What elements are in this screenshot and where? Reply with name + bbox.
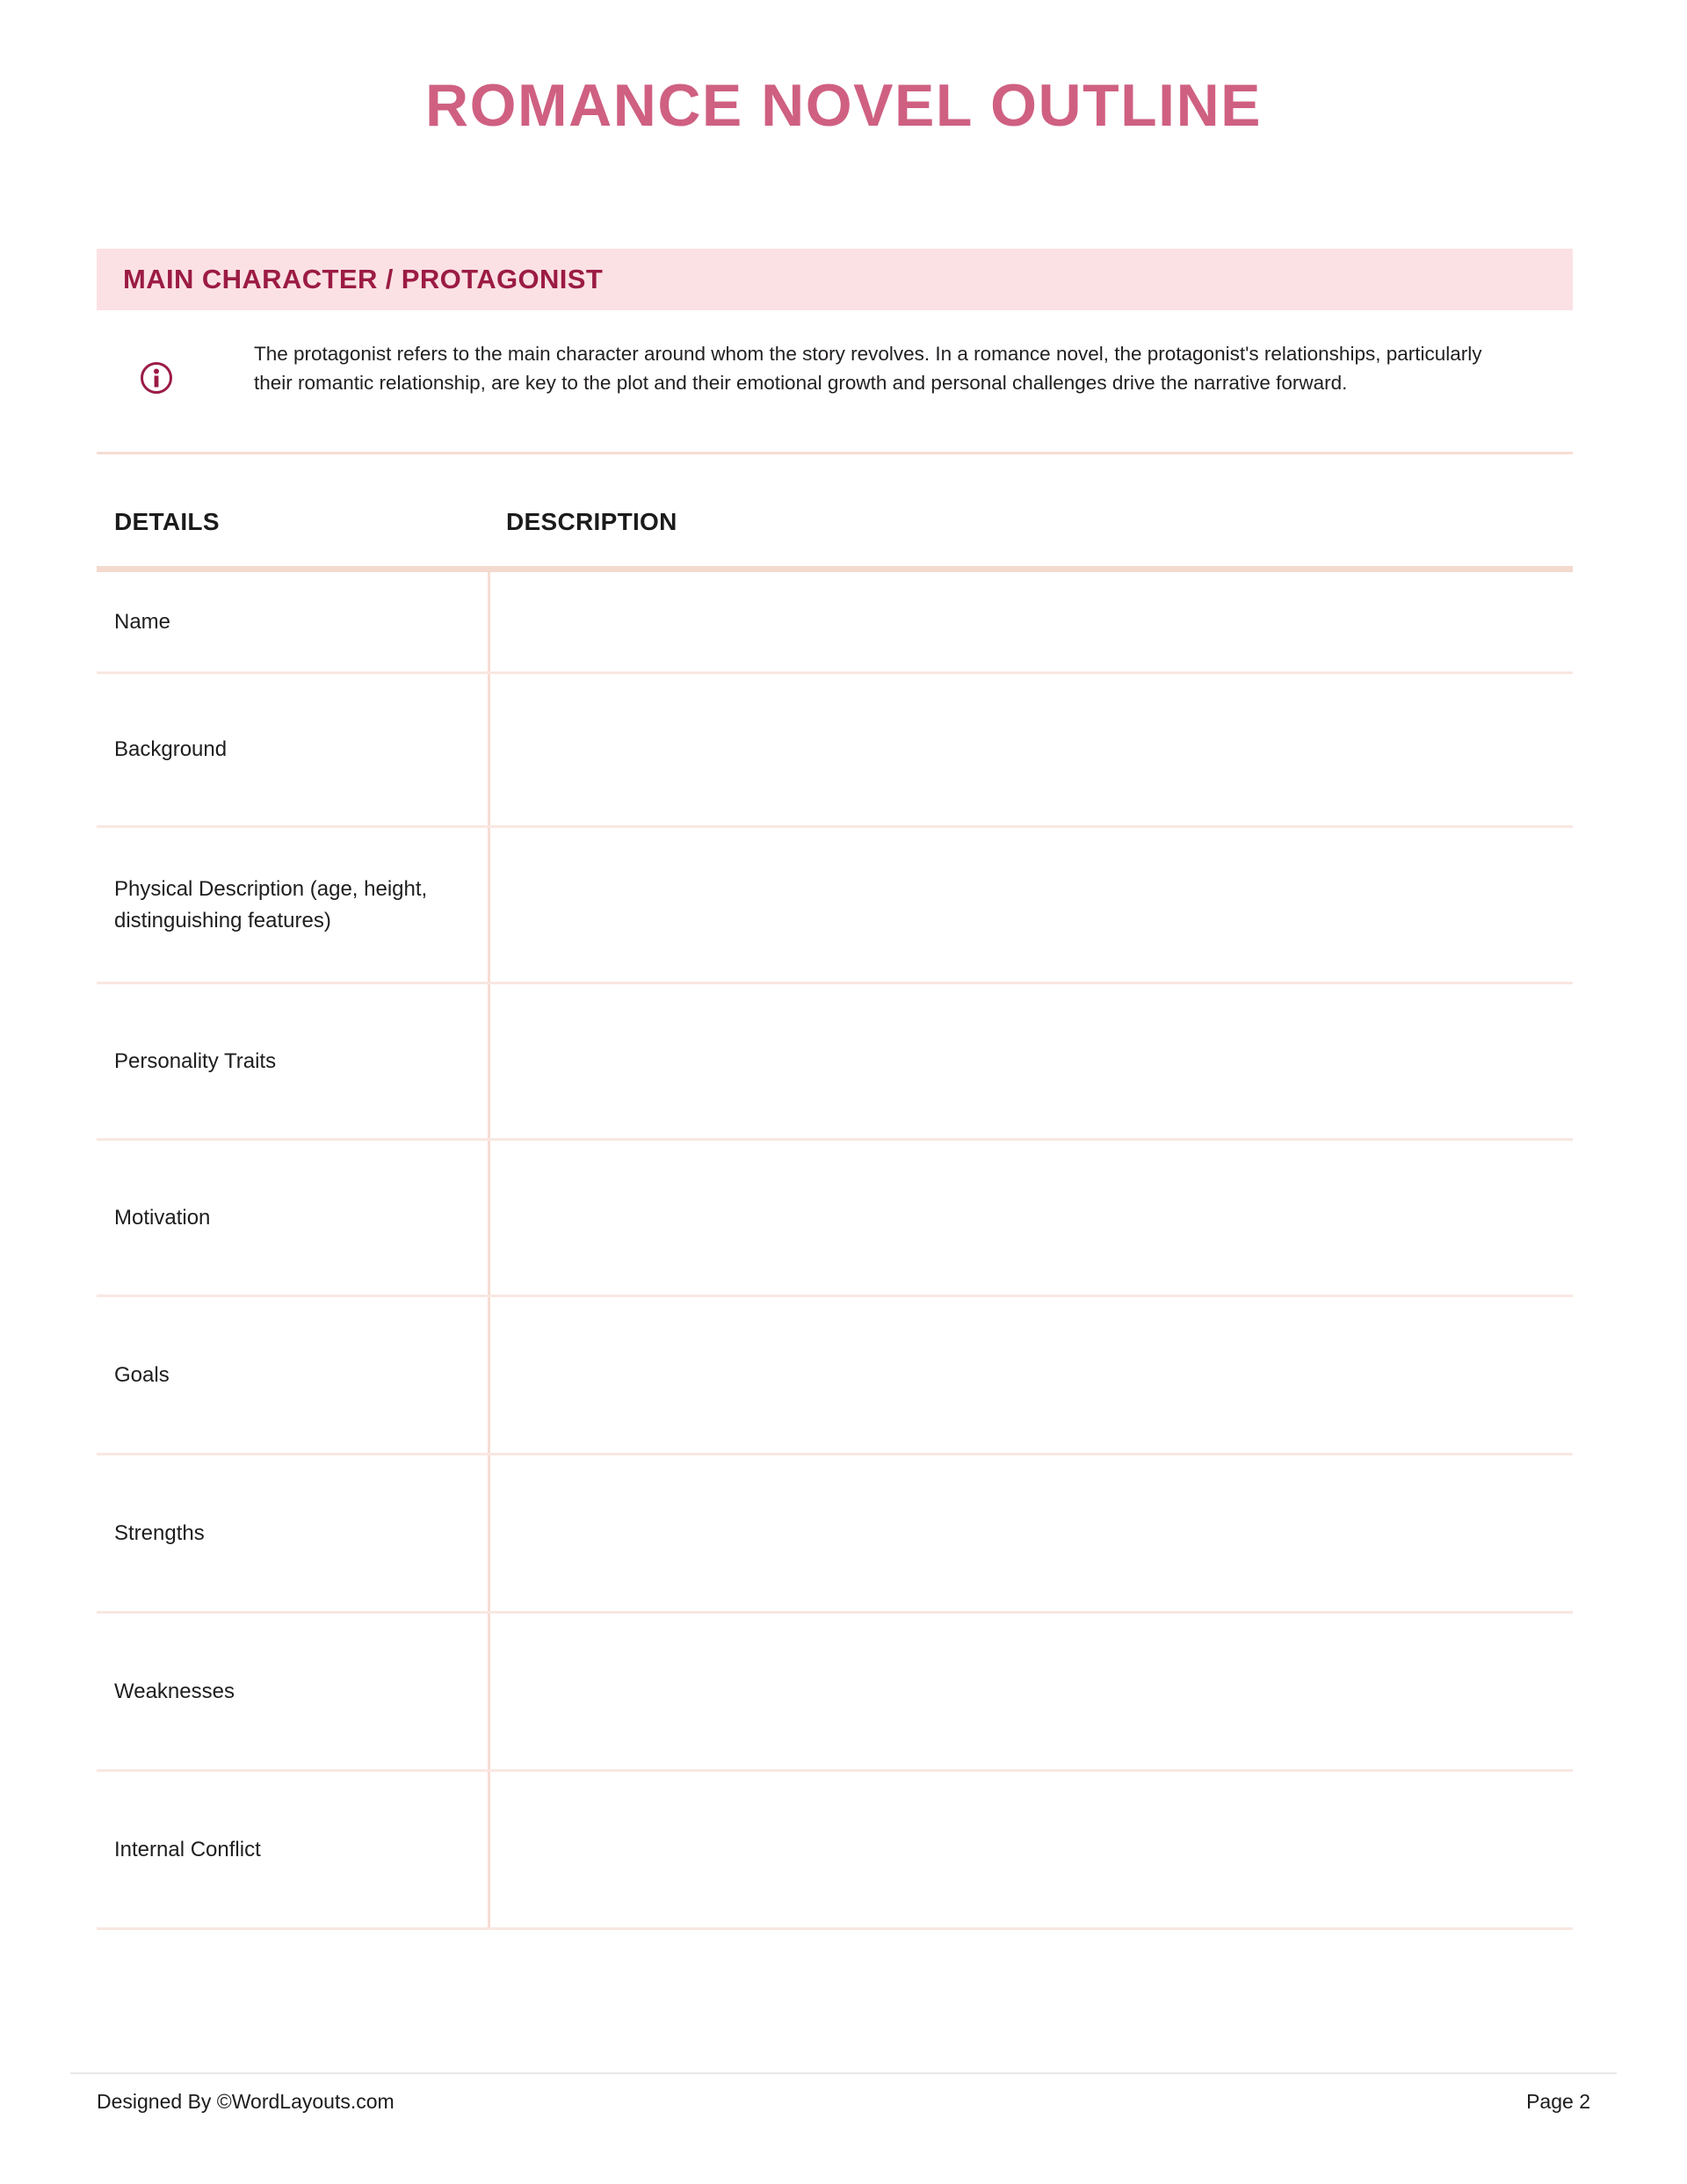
row-label: Strengths	[114, 1520, 205, 1545]
row-label: Internal Conflict	[114, 1837, 261, 1861]
page-footer	[97, 2090, 1590, 2114]
table-row	[97, 1297, 1573, 1455]
footer-page-number: Page 2	[1526, 2090, 1590, 2113]
row-label: Background	[114, 737, 228, 761]
table-body	[97, 572, 1573, 1930]
row-value-field[interactable]	[488, 572, 1573, 671]
row-value-field[interactable]	[488, 828, 1573, 982]
row-label: Physical Description (age, height, distinguishing features)	[114, 876, 428, 932]
table-header-rule	[97, 566, 1573, 572]
row-value-field[interactable]	[488, 1455, 1573, 1611]
table-row	[97, 984, 1573, 1141]
row-value-field[interactable]	[488, 1141, 1573, 1295]
row-label: Goals	[114, 1362, 170, 1387]
table-row	[97, 674, 1573, 828]
column-header-details: DETAILS	[114, 508, 220, 535]
row-value-field[interactable]	[488, 984, 1573, 1138]
section-heading-label: MAIN CHARACTER / PROTAGONIST	[123, 264, 604, 294]
section-info-text: The protagonist refers to the main character around whom the story revolves. In a romance novel, the protagonist's relationships, particularly their romantic relationship, are key to the plot and their emotional growth and personal challenges drive the narrative forward.	[254, 343, 1482, 394]
row-label: Name	[114, 609, 171, 634]
page-title: ROMANCE NOVEL OUTLINE	[424, 72, 1263, 139]
row-label: Motivation	[114, 1205, 211, 1230]
row-label: Personality Traits	[114, 1048, 277, 1073]
table-row	[97, 1141, 1573, 1297]
row-label: Weaknesses	[114, 1679, 235, 1703]
table-header-row	[97, 508, 1573, 566]
table-row	[97, 828, 1573, 984]
table-row	[97, 572, 1573, 674]
footer-credit: Designed By ©WordLayouts.com	[97, 2090, 395, 2113]
info-circle-icon	[139, 360, 174, 395]
footer-divider	[70, 2072, 1617, 2074]
row-value-field[interactable]	[488, 674, 1573, 825]
info-divider	[97, 452, 1573, 454]
row-value-field[interactable]	[488, 1614, 1573, 1769]
table-row	[97, 1614, 1573, 1772]
row-value-field[interactable]	[488, 1772, 1573, 1927]
row-value-field[interactable]	[488, 1297, 1573, 1453]
table-row	[97, 1772, 1573, 1930]
table-row	[97, 1455, 1573, 1614]
section-header-band	[97, 249, 1573, 310]
column-header-description: DESCRIPTION	[506, 508, 677, 535]
details-table	[97, 508, 1573, 1930]
